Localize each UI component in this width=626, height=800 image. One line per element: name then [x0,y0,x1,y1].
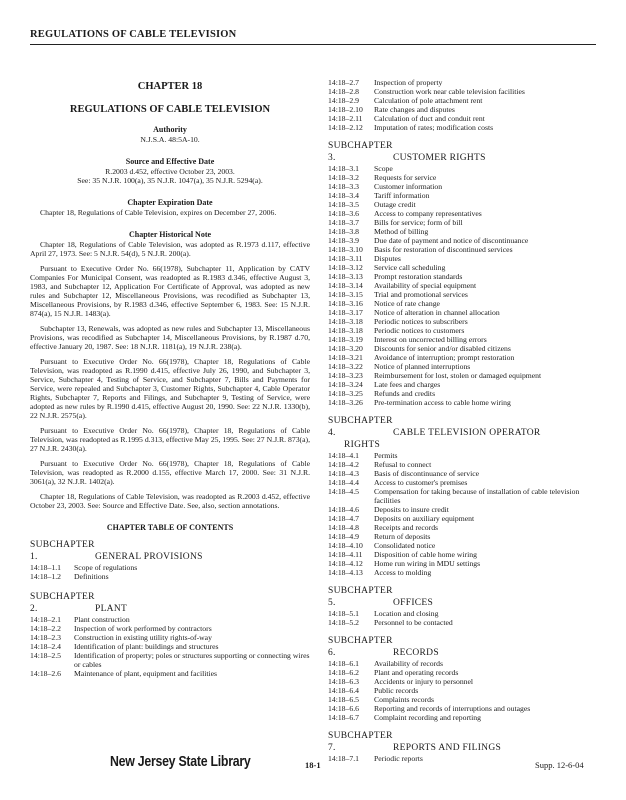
toc-entry [328,559,596,568]
subchapter-heading [328,730,596,754]
toc-entry [328,695,596,704]
section-title: Complaint recording and reporting [374,713,481,722]
section-title: Requests for service [374,173,437,182]
section-number: 14:18–4.5 [328,487,359,496]
toc-entry [30,563,310,572]
toc-entry [328,514,596,523]
toc-entry [328,469,596,478]
section-number: 14:18–3.6 [328,209,359,218]
section-title: Plant construction [74,615,130,624]
section-number: 14:18–2.7 [328,78,359,87]
toc-entry [30,572,310,581]
section-number: 14:18–5.1 [328,609,359,618]
toc-entry [328,290,596,299]
section-title: Interest on uncorrected billing errors [374,335,487,344]
section-title: Disputes [374,254,401,263]
section-number: 14:18–3.18 [328,326,363,335]
toc-entry [328,245,596,254]
subchapter-title-continued: RIGHTS [344,440,381,450]
toc-entry [30,615,310,624]
toc-entry [328,505,596,514]
toc-entry [30,669,310,678]
toc-entry [328,326,596,335]
subchapter-label: SUBCHAPTER 5. [328,586,393,608]
section-number: 14:18–2.11 [328,114,363,123]
section-number: 14:18–4.12 [328,559,363,568]
subchapter-title: OFFICES [393,598,434,608]
section-number: 14:18–3.26 [328,398,363,407]
toc-entry [328,609,596,618]
section-number: 14:18–6.7 [328,713,359,722]
toc-entry [328,218,596,227]
section-title: Calculation of pole attachment rent [374,96,483,105]
toc-entry [328,460,596,469]
section-title: Method of billing [374,227,429,236]
toc-entry [30,633,310,642]
section-title: Deposits to insure credit [374,505,449,514]
toc-entry [328,209,596,218]
toc-entry [328,272,596,281]
section-title: Basis for restoration of discontinued services [374,245,513,254]
source-line: See: 35 N.J.R. 100(a), 35 N.J.R. 1047(a), 35 N.J.R. 5294(a). [77,176,263,185]
section-title: Imputation of rates; modification costs [374,123,494,132]
section-title: Calculation of duct and conduit rent [374,114,485,123]
section-title: Late fees and charges [374,380,441,389]
section-number: 14:18–3.25 [328,389,363,398]
section-title: Construction in existing utility rights-of-way [74,633,212,642]
section-title: Identification of property; poles or structures supporting or connecting wires or cables [74,651,310,669]
source-line: R.2003 d.452, effective October 23, 2003. [105,167,235,176]
chapter-number: CHAPTER 18 [137,81,203,92]
library-stamp: New Jersey State Library [110,754,251,770]
section-number: 14:18–2.8 [328,87,359,96]
section-number: 14:18–2.6 [30,669,61,678]
section-title: Notice of rate change [374,299,440,308]
section-number: 14:18–4.3 [328,469,359,478]
subchapter-title: CUSTOMER RIGHTS [393,153,486,163]
section-number: 14:18–2.3 [30,633,61,642]
section-number: 14:18–5.2 [328,618,359,627]
toc-entry [328,335,596,344]
toc-entry [328,182,596,191]
subchapter-heading [328,140,596,164]
page-number: 18-1 [305,760,321,770]
source-heading: Source and Effective Date [125,157,215,166]
section-title: Inspection of work performed by contractors [74,624,212,633]
authority-text: N.J.S.A. 48:5A-10. [140,135,200,144]
section-title: Reporting and records of interruptions and outages [374,704,531,713]
toc-entry [328,263,596,272]
history-paragraph: Pursuant to Executive Order No. 66(1978), Chapter 18, Regulations of Cable Television, was readopted as R.2000 d.155, effective March 17, 2000. See: 31 N.J.R. 3061(a), 32 N.J.R. 1402(a). [30,459,310,486]
section-title: Availability of special equipment [374,281,477,290]
subchapter-label: SUBCHAPTER 3. [328,141,393,163]
toc-entry [328,362,596,371]
toc-list [328,78,596,132]
toc-entry [328,308,596,317]
section-number: 14:18–3.9 [328,236,359,245]
section-number: 14:18–6.1 [328,659,359,668]
section-number: 14:18–2.12 [328,123,363,132]
section-number: 14:18–2.10 [328,105,363,114]
toc-heading: CHAPTER TABLE OF CONTENTS [106,523,234,532]
toc-list [328,451,596,577]
section-title: Maintenance of plant, equipment and facilities [74,669,218,678]
toc-entry [328,532,596,541]
section-number: 14:18–1.1 [30,563,61,572]
toc-entry [328,523,596,532]
toc-entry [328,317,596,326]
subchapter-heading [328,635,596,659]
section-title: Service call scheduling [374,263,446,272]
section-number: 14:18–1.2 [30,572,61,581]
section-title: Access to molding [374,568,432,577]
section-number: 14:18–4.10 [328,541,363,550]
section-title: Home run wiring in MDU settings [374,559,481,568]
toc-list [328,164,596,407]
toc-entry [328,173,596,182]
section-number: 14:18–2.9 [328,96,359,105]
subchapter-heading [30,591,310,615]
toc-entry [328,227,596,236]
section-title: Refunds and credits [374,389,436,398]
toc-entry [328,353,596,362]
section-number: 14:18–3.20 [328,344,363,353]
section-number: 14:18–3.12 [328,263,363,272]
section-number: 14:18–3.17 [328,308,363,317]
subchapter-title: GENERAL PROVISIONS [95,552,203,562]
section-number: 14:18–3.4 [328,191,359,200]
toc-entry [328,380,596,389]
section-title: Public records [374,686,419,695]
history-paragraph: Chapter 18, Regulations of Cable Television, was adopted as R.1973 d.117, effective April 27, 1973. See: 5 N.J.R. 54(d), 5 N.J.R. 200(a). [30,240,310,258]
section-title: Identification of plant: buildings and structures [74,642,219,651]
section-number: 14:18–3.13 [328,272,363,281]
section-title: Reimbursement for lost, stolen or damaged equipment [374,371,542,380]
toc-entry [328,114,596,123]
section-title: Refusal to connect [374,460,432,469]
section-title: Plant and operating records [374,668,459,677]
section-title: Periodic reports [374,754,423,763]
section-number: 14:18–4.4 [328,478,359,487]
section-number: 14:18–3.15 [328,290,363,299]
header-rule [30,44,596,45]
subchapter-heading [328,585,596,609]
subchapter-title: REPORTS AND FILINGS [393,743,502,753]
section-title: Receipts and records [374,523,439,532]
toc-entry [328,344,596,353]
toc-entry [328,451,596,460]
running-head: REGULATIONS OF CABLE TELEVISION [30,29,237,40]
section-title: Trial and promotional services [374,290,468,299]
subchapter-heading [328,415,596,439]
section-title: Due date of payment and notice of discontinuance [374,236,529,245]
section-title: Deposits on auxiliary equipment [374,514,475,523]
toc-entry [328,254,596,263]
toc-entry [328,281,596,290]
toc-entry [328,371,596,380]
toc-entry [328,398,596,407]
section-number: 14:18–3.18 [328,317,363,326]
section-title: Tariff information [374,191,430,200]
section-title: Compensation for taking because of installation of cable television facilities [374,487,580,505]
toc-entry [328,478,596,487]
section-number: 14:18–6.4 [328,686,359,695]
toc-entry [328,105,596,114]
toc-entry [328,200,596,209]
section-title: Notice of alteration in channel allocation [374,308,500,317]
section-title: Disposition of cable home wiring [374,550,477,559]
subchapter-label: SUBCHAPTER 2. [30,592,95,614]
supplement-date: Supp. 12-6-04 [535,760,584,770]
subchapter-heading [30,539,310,563]
section-title: Notice of planned interruptions [374,362,471,371]
toc-entry [328,713,596,722]
section-title: Personnel to be contacted [374,618,453,627]
toc-entry [328,299,596,308]
section-number: 14:18–2.5 [30,651,61,660]
toc-entry [328,704,596,713]
subchapter-label: SUBCHAPTER 1. [30,540,95,562]
section-number: 14:18–6.2 [328,668,359,677]
section-number: 14:18–7.1 [328,754,359,763]
section-number: 14:18–3.24 [328,380,363,389]
section-title: Outage credit [374,200,416,209]
section-title: Location and closing [374,609,439,618]
right-column [328,78,596,763]
subchapter-title: RECORDS [393,648,439,658]
section-title: Rate changes and disputes [374,105,455,114]
section-number: 14:18–3.16 [328,299,363,308]
section-number: 14:18–4.6 [328,505,359,514]
section-number: 14:18–3.7 [328,218,359,227]
section-title: Scope of regulations [74,563,138,572]
toc-entry [30,651,310,669]
section-number: 14:18–4.2 [328,460,359,469]
section-title: Accidents or injury to personnel [374,677,474,686]
section-title: Periodic notices to subscribers [374,317,468,326]
section-number: 14:18–3.3 [328,182,359,191]
toc-entry [328,659,596,668]
section-title: Definitions [74,572,109,581]
section-number: 14:18–6.6 [328,704,359,713]
section-title: Consolidated notice [374,541,436,550]
section-number: 14:18–3.11 [328,254,363,263]
toc-entry [328,487,596,505]
toc-entry [328,618,596,627]
toc-list [328,659,596,722]
toc-entry [328,686,596,695]
expiration-text: Chapter 18, Regulations of Cable Television, expires on December 27, 2006. [40,208,277,217]
toc-entry [328,541,596,550]
toc-entry [328,668,596,677]
section-title: Prompt restoration standards [374,272,463,281]
section-number: 14:18–4.13 [328,568,363,577]
subchapter-label: SUBCHAPTER 6. [328,636,393,658]
section-number: 14:18–6.5 [328,695,359,704]
authority-heading: Authority [153,125,187,134]
toc-list [30,615,310,678]
toc-list [30,563,310,581]
section-title: Availability of records [374,659,444,668]
section-title: Complaints records [374,695,434,704]
subchapter-label: SUBCHAPTER 4. [328,416,393,438]
chapter-title: REGULATIONS OF CABLE TELEVISION [69,104,271,115]
toc-entry [328,568,596,577]
section-title: Discounts for senior and/or disabled citizens [374,344,511,353]
section-title: Scope [374,164,393,173]
toc-entry [30,624,310,633]
section-title: Access to company representatives [374,209,482,218]
section-title: Bills for service; form of bill [374,218,463,227]
history-paragraph: Subchapter 13, Renewals, was adopted as new rules and Subchapter 13, Miscellaneous Provisions, was recodified as Subchapter 14, Miscellaneous Provisions, by R.1987 d.70, effective January 20, 1987. See: 18 N.J.R. 1181(a), 19 N.J.R. 238(a). [30,324,310,351]
toc-entry [328,236,596,245]
section-number: 14:18–6.3 [328,677,359,686]
toc-list [328,609,596,627]
toc-entry [328,389,596,398]
section-title: Return of deposits [374,532,431,541]
section-title: Inspection of property [374,78,443,87]
subchapter-label: SUBCHAPTER 7. [328,731,393,753]
toc-entry [328,96,596,105]
section-title: Construction work near cable television facilities [374,87,525,96]
history-paragraph: Pursuant to Executive Order No. 66(1978), Chapter 18, Regulations of Cable Television, was readopted as R.1995 d.313, effective May 25, 1995. See: 27 N.J.R. 873(a), 27 N.J.R. 2430(a). [30,426,310,453]
history-paragraph: Pursuant to Executive Order No. 66(1978), Chapter 18, Regulations of Cable Television, was readopted as R.1990 d.415, effective July 26, 1990, and Subchapter 3, Service, Subchapter 4, Testing of Service, and Subchapter 7, Bills and Payments for Service, were repealed and Subchapter 3, Customer Rights, Subchapter 4, Cable Operator Rights, Subchapter 7, Reports and Filings, and Subchapter 9, Testing of Service, were adopted as new rules by R.1990 d.415, effective August 20, 1990. See: 22 N.J.R. 1330(b), 22 N.J.R. 2575(a). [30,357,310,420]
toc-entry [328,550,596,559]
section-number: 14:18–2.1 [30,615,61,624]
history-heading: Chapter Historical Note [128,230,212,239]
toc-entry [328,123,596,132]
section-number: 14:18–2.4 [30,642,61,651]
history-paragraph: Pursuant to Executive Order No. 66(1978), Subchapter 11, Application by CATV Companies For Municipal Consent, was readopted as R.1983 d.346, effective August 3, 1983, and Subchapter 12, Application For Certificate of Approval, was adopted as new rules and Subchapter 12, Miscellaneous Provisions, was recodified as Subchapter 13, Miscellaneous Provisions, by R.1983 d.346, effective September 6, 1983. See: 15 N.J.R. 874(a), 15 N.J.R. 1483(a). [30,264,310,318]
toc-entry [328,191,596,200]
section-number: 14:18–2.2 [30,624,61,633]
section-number: 14:18–4.11 [328,550,363,559]
section-number: 14:18–3.19 [328,335,363,344]
section-number: 14:18–3.10 [328,245,363,254]
section-number: 14:18–3.2 [328,173,359,182]
left-column [30,80,310,678]
section-number: 14:18–3.8 [328,227,359,236]
section-title: Basis of discontinuance of service [374,469,480,478]
section-number: 14:18–4.1 [328,451,359,460]
toc-entry [328,78,596,87]
subchapter-title: CABLE TELEVISION OPERATOR [393,428,541,438]
section-number: 14:18–3.14 [328,281,363,290]
section-number: 14:18–4.8 [328,523,359,532]
section-number: 14:18–3.21 [328,353,363,362]
section-number: 14:18–3.22 [328,362,363,371]
section-number: 14:18–3.1 [328,164,359,173]
section-title: Periodic notices to customers [374,326,465,335]
section-number: 14:18–4.7 [328,514,359,523]
toc-entry [328,164,596,173]
toc-entry [328,677,596,686]
section-title: Pre-termination access to cable home wiring [374,398,511,407]
section-number: 14:18–3.5 [328,200,359,209]
subchapter-title: PLANT [95,604,128,614]
history-paragraph: Chapter 18, Regulations of Cable Television, was readopted as R.2003 d.452, effective October 23, 2003. See: Source and Effective Date. See, also, section annotations. [30,492,310,510]
section-title: Access to customer's premises [374,478,468,487]
toc-entry [30,642,310,651]
section-title: Avoidance of interruption; prompt restoration [374,353,515,362]
section-title: Customer information [374,182,443,191]
toc-entry [328,87,596,96]
section-number: 14:18–3.23 [328,371,363,380]
expiration-heading: Chapter Expiration Date [127,198,213,207]
section-number: 14:18–4.9 [328,532,359,541]
section-title: Permits [374,451,398,460]
